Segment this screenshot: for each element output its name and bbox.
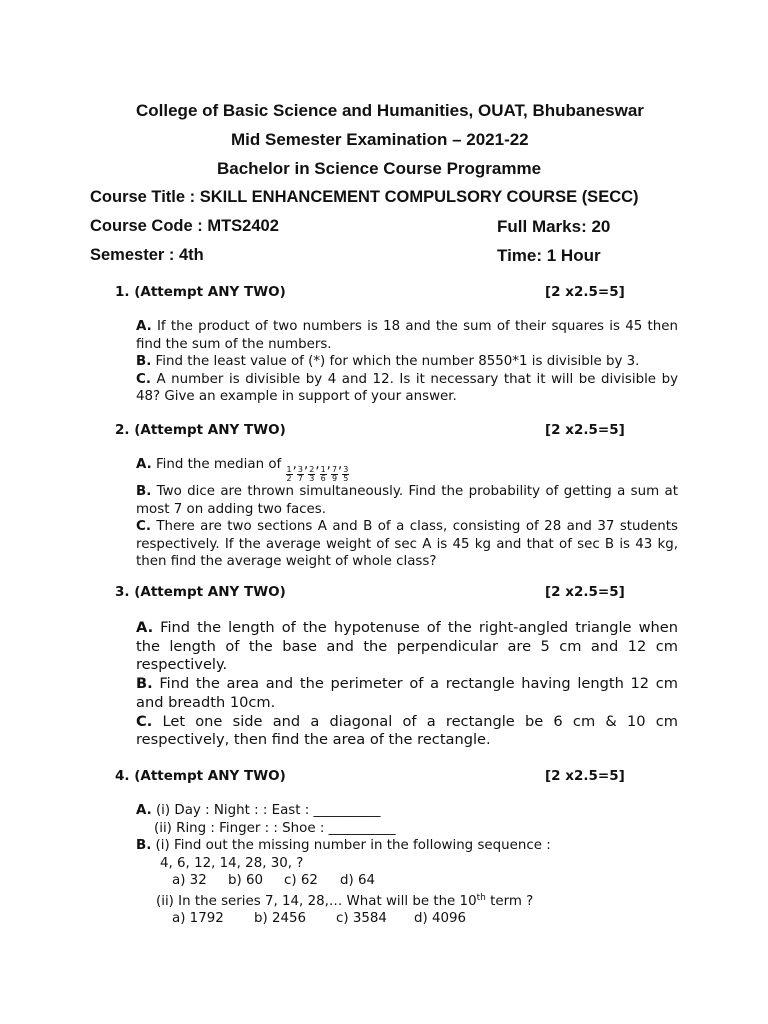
question-instruction: (Attempt ANY TWO) (134, 422, 286, 438)
fraction-numerator: 3 (297, 465, 303, 474)
option: a) 32 (172, 873, 207, 888)
question-part (136, 353, 678, 371)
question-part (136, 456, 678, 483)
fraction-numerator: 1 (320, 465, 326, 474)
part-label: C. (136, 519, 151, 534)
option: a) 1792 (172, 911, 224, 926)
part-label: A. (136, 619, 154, 636)
question-3-body (136, 619, 678, 750)
part-text: There are two sections A and B of a class, consisting of 28 and 37 students respectively. If the average weight of sec A is 45 kg and that of sec B is 43 kg, then find the average weight of whole class? (136, 519, 678, 569)
subpart-text: (ii) In the series 7, 14, 28,… What will be the 10 (156, 893, 477, 909)
question-instruction: (Attempt ANY TWO) (134, 284, 286, 300)
fraction-denominator: 5 (343, 474, 349, 483)
time-allowed: Time: 1 Hour (497, 246, 601, 265)
question-marks: [2 x2.5=5] (545, 284, 625, 300)
option: b) 2456 (254, 911, 307, 926)
fraction-denominator: 7 (297, 474, 303, 483)
fraction (342, 466, 349, 483)
option: d) 64 (340, 873, 376, 888)
part-label: B. (136, 675, 153, 693)
option: c) 62 (284, 873, 318, 888)
fraction (331, 466, 338, 483)
options-row (136, 872, 678, 890)
question-subpart (136, 890, 678, 911)
option: c) 3584 (336, 911, 387, 926)
question-part (136, 371, 678, 406)
fraction-denominator: 2 (286, 474, 292, 483)
options-row (136, 910, 678, 928)
fraction-denominator: 9 (331, 474, 338, 483)
part-text: A number is divisible by 4 and 12. Is it necessary that it will be divisible by 48? Give an example in support of your answer. (136, 371, 678, 404)
question-number: 4. (115, 768, 130, 784)
fraction-list (286, 457, 350, 483)
part-text: Find the length of the hypotenuse of the right-angled triangle when the length of the base and the perpendicular are 5 cm and 12 cm respectively. (136, 619, 678, 674)
fraction-numerator: 3 (343, 465, 349, 474)
question-part (136, 837, 678, 855)
question-part (136, 675, 678, 712)
fraction-numerator: 7 (331, 465, 338, 474)
part-label: A. (136, 319, 152, 334)
question-3-heading (115, 584, 635, 600)
part-label: A. (136, 457, 152, 472)
exam-title: Mid Semester Examination – 2021-22 (231, 130, 529, 149)
question-part (136, 483, 678, 518)
full-marks: Full Marks: 20 (497, 217, 611, 236)
course-title: Course Title : SKILL ENHANCEMENT COMPULSORY COURSE (SECC) (90, 188, 639, 206)
number-sequence: 4, 6, 12, 14, 28, 30, ? (160, 855, 304, 871)
question-2-heading (115, 422, 635, 438)
fraction-separator: , (303, 457, 309, 472)
superscript: th (476, 892, 486, 903)
subpart-text: term ? (485, 893, 534, 909)
fraction-numerator: 1 (286, 465, 292, 474)
programme-title: Bachelor in Science Course Programme (217, 159, 542, 178)
question-number: 3. (115, 584, 130, 600)
question-part (136, 518, 678, 571)
option: d) 4096 (414, 911, 467, 926)
question-marks: [2 x2.5=5] (545, 584, 625, 600)
question-number: 1. (115, 284, 130, 300)
part-text: Find the median of (151, 457, 286, 472)
part-label: B. (136, 838, 152, 853)
fraction (297, 466, 304, 483)
question-part (136, 619, 678, 675)
question-marks: [2 x2.5=5] (545, 422, 625, 438)
question-1-heading (115, 284, 635, 300)
question-1-body (136, 318, 678, 406)
question-part (136, 318, 678, 353)
part-text: Find the least value of (*) for which the number 8550*1 is divisible by 3. (151, 354, 640, 369)
question-2-body (136, 456, 678, 571)
question-4-heading (115, 768, 635, 784)
question-number: 2. (115, 422, 130, 438)
question-instruction: (Attempt ANY TWO) (134, 768, 286, 784)
part-label: B. (136, 484, 152, 499)
fraction (320, 466, 327, 483)
fraction-denominator: 6 (320, 474, 326, 483)
part-text: Two dice are thrown simultaneously. Find the probability of getting a sum at most 7 on adding two faces. (136, 484, 678, 517)
part-label: C. (136, 371, 151, 387)
question-subpart: (ii) Ring : Finger : : Shoe : __________ (154, 820, 396, 836)
question-4-body (136, 802, 678, 928)
question-part (136, 713, 678, 750)
question-part (136, 802, 678, 820)
option: b) 60 (228, 873, 264, 888)
semester: Semester : 4th (90, 246, 204, 264)
part-text: Find the area and the perimeter of a rectangle having length 12 cm and breadth 10cm. (136, 675, 678, 711)
part-label: B. (136, 354, 152, 369)
part-text: Let one side and a diagonal of a rectangle be 6 cm & 10 cm respectively, then find the area of the rectangle. (136, 712, 678, 749)
fraction-separator: , (292, 457, 297, 472)
part-label: A. (136, 803, 152, 818)
part-text: (i) Day : Night : : East : __________ (151, 803, 381, 818)
fraction-separator: , (315, 457, 320, 472)
question-marks: [2 x2.5=5] (545, 768, 625, 784)
fraction (286, 466, 293, 483)
question-instruction: (Attempt ANY TWO) (134, 584, 286, 600)
college-name: College of Basic Science and Humanities, OUAT, Bhubaneswar (136, 101, 644, 120)
part-text: (i) Find out the missing number in the following sequence : (151, 838, 551, 853)
fraction-separator: , (326, 457, 331, 472)
fraction-separator: , (338, 457, 343, 472)
part-text: If the product of two numbers is 18 and the sum of their squares is 45 then find the sum of the numbers. (136, 319, 678, 352)
fraction-numerator: 2 (309, 465, 315, 474)
part-label: C. (136, 712, 153, 730)
course-code: Course Code : MTS2402 (90, 217, 279, 235)
fraction-denominator: 3 (309, 474, 315, 483)
